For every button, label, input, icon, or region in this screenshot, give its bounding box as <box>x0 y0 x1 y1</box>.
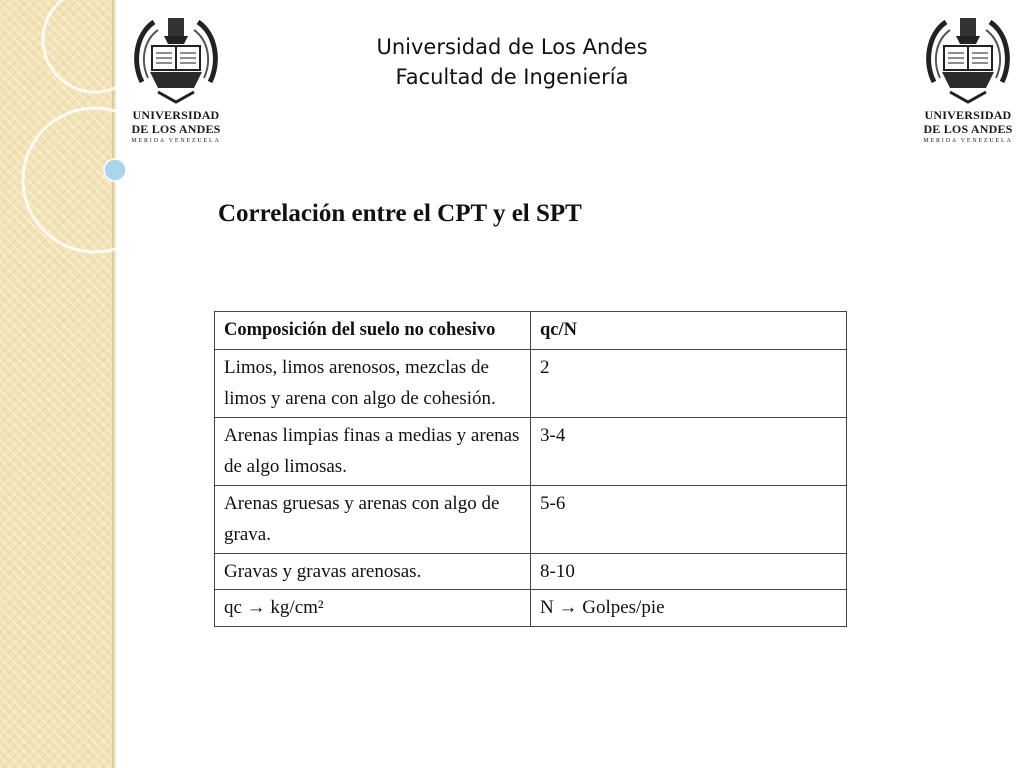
logo-text-line1: UNIVERSIDAD <box>132 108 220 122</box>
faculty-name: Facultad de Ingeniería <box>395 65 629 89</box>
cell-composition: Gravas y gravas arenosas. <box>215 553 531 590</box>
university-logo-right <box>920 12 1016 152</box>
table-row <box>215 485 847 553</box>
decorative-circles <box>0 0 140 300</box>
university-logo-left <box>128 12 224 152</box>
cell-composition: Limos, limos arenosos, mezclas de limos y arena con algo de cohesión. <box>215 349 531 417</box>
table-row-units <box>215 590 847 627</box>
cell-ratio: 2 <box>531 349 847 417</box>
cell-ratio: 3-4 <box>531 417 847 485</box>
page-header <box>300 32 724 92</box>
table-row <box>215 417 847 485</box>
logo-text-line1: UNIVERSIDAD <box>924 108 1012 122</box>
cell-units-n: N → Golpes/pie <box>531 590 847 627</box>
slide-title: Correlación entre el CPT y el SPT <box>218 200 582 227</box>
table-header-row <box>215 312 847 350</box>
cell-composition: Arenas limpias finas a medias y arenas de algo limosas. <box>215 417 531 485</box>
blue-dot <box>104 159 126 181</box>
cell-units-qc: qc → kg/cm² <box>215 590 531 627</box>
correlation-table <box>214 311 847 627</box>
table-row <box>215 349 847 417</box>
seal-icon <box>920 12 1016 108</box>
seal-icon <box>128 12 224 108</box>
logo-text-line2: DE LOS ANDES <box>923 122 1013 136</box>
cell-composition: Arenas gruesas y arenas con algo de grava. <box>215 485 531 553</box>
header-cell-ratio: qc/N <box>531 312 847 350</box>
header-cell-composition: Composición del suelo no cohesivo <box>215 312 531 350</box>
logo-text-line3: MERIDA VENEZUELA <box>131 138 221 144</box>
university-name: Universidad de Los Andes <box>376 35 648 59</box>
logo-text-line3: MERIDA VENEZUELA <box>923 138 1013 144</box>
cell-ratio: 5-6 <box>531 485 847 553</box>
cell-ratio: 8-10 <box>531 553 847 590</box>
table-row <box>215 553 847 590</box>
logo-text-line2: DE LOS ANDES <box>131 122 221 136</box>
